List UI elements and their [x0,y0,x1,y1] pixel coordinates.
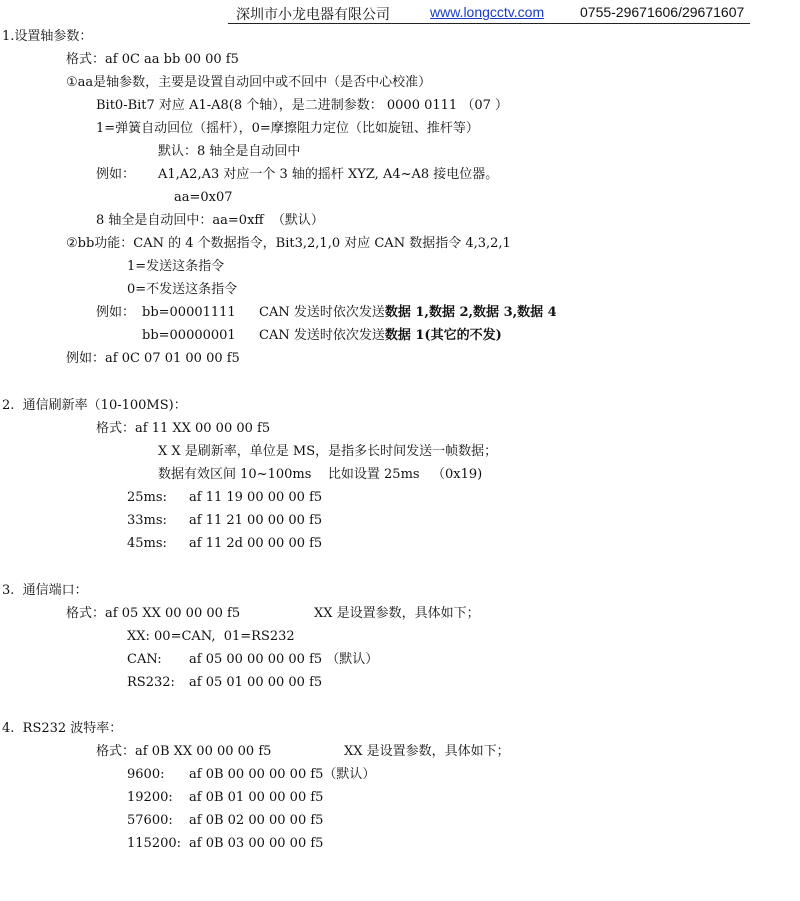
section-2-format: 格式：af 11 XX 00 00 00 f5 [96,421,271,436]
port-code: af 05 01 00 00 00 f5 [189,675,323,690]
example-label: 例如： [96,167,136,182]
example2-label: 例如： [96,305,136,320]
baud-row: 19200: [127,790,173,805]
bb-example-2: bb=00000001 [142,328,236,343]
bb-nosend: 0=不发送这条指令 [127,282,238,297]
website-link[interactable]: www.longcctv.com [430,4,545,20]
aa-bits: Bit0-Bit7 对应 A1-A8(8 个轴），是二进制参数： 0000 0111 （07 ） [96,98,508,113]
refresh-code: af 11 19 00 00 00 f5 [189,490,323,505]
aa-all-axes: 8 轴全是自动回中：aa=0xff （默认） [96,213,324,228]
bb-send: 1=发送这条指令 [127,259,225,274]
refresh-row: 33ms: [127,513,167,528]
section-4-format: 格式：af 0B XX 00 00 00 f5 [96,744,272,759]
baud-row: 57600: [127,813,173,828]
header-rule [228,23,750,24]
refresh-code: af 11 2d 00 00 00 f5 [189,536,323,551]
aa-spring: 1=弹簧自动回位（摇杆），0=摩擦阻力定位（比如旋钮、推杆等） [96,121,479,136]
refresh-range: 数据有效区间 10~100ms 比如设置 25ms （0x19) [158,467,483,482]
refresh-row: 25ms: [127,490,167,505]
baud-code: af 0B 03 00 00 00 f5 [189,836,324,851]
section-2-title: 2. 通信刷新率（10-100MS)： [2,398,187,413]
section-1-example: 例如：af 0C 07 01 00 00 f5 [66,351,240,366]
section-3-note: XX 是设置参数，具体如下； [314,606,480,621]
example-text: A1,A2,A3 对应一个 3 轴的摇杆 XYZ, A4~A8 接电位器。 [158,167,499,182]
port-code: af 05 00 00 00 00 f5 （默认） [189,652,379,667]
section-3-format: 格式：af 05 XX 00 00 00 f5 [66,606,241,621]
baud-code: af 0B 02 00 00 00 f5 [189,813,324,828]
port-row: CAN: [127,652,162,667]
company-name: 深圳市小龙电器有限公司 [236,6,390,22]
section-4-title: 4. RS232 波特率： [2,721,123,736]
bb-example-1-text: CAN 发送时依次发送 [259,305,385,320]
section-3-title: 3. 通信端口： [2,583,88,598]
bb-example-2-bold: 数据 1(其它的不发) [384,328,502,343]
refresh-description: X X 是刷新率，单位是 MS，是指多长时间发送一帧数据； [158,444,498,459]
aa-value: aa=0x07 [174,190,233,205]
phone-number: 0755-29671606/29671607 [580,4,745,20]
port-options: XX: 00=CAN, 01=RS232 [127,629,295,644]
bb-example-2-text: CAN 发送时依次发送 [259,328,385,343]
section-4-note: XX 是设置参数，具体如下； [344,744,510,759]
refresh-row: 45ms: [127,536,167,551]
bb-description: ②bb功能：CAN 的 4 个数据指令，Bit3,2,1,0 对应 CAN 数据指令 4,3,2,1 [66,236,511,251]
section-1-format: 格式：af 0C aa bb 00 00 f5 [66,52,239,67]
baud-code: af 0B 00 00 00 00 f5（默认） [189,767,376,782]
bb-example-1-bold: 数据 1,数据 2,数据 3,数据 4 [384,305,557,320]
section-1-title: 1.设置轴参数： [2,29,93,44]
bb-example-1: bb=00001111 [142,305,236,320]
bb-example-1-desc [259,305,557,321]
aa-description: ①aa是轴参数，主要是设置自动回中或不回中（是否中心校准） [66,75,432,90]
baud-code: af 0B 01 00 00 00 f5 [189,790,324,805]
bb-example-2-desc [259,328,502,344]
port-row: RS232: [127,675,175,690]
refresh-code: af 11 21 00 00 00 f5 [189,513,323,528]
baud-row: 9600: [127,767,165,782]
baud-row: 115200: [127,836,182,851]
aa-default: 默认：8 轴全是自动回中 [158,144,301,159]
